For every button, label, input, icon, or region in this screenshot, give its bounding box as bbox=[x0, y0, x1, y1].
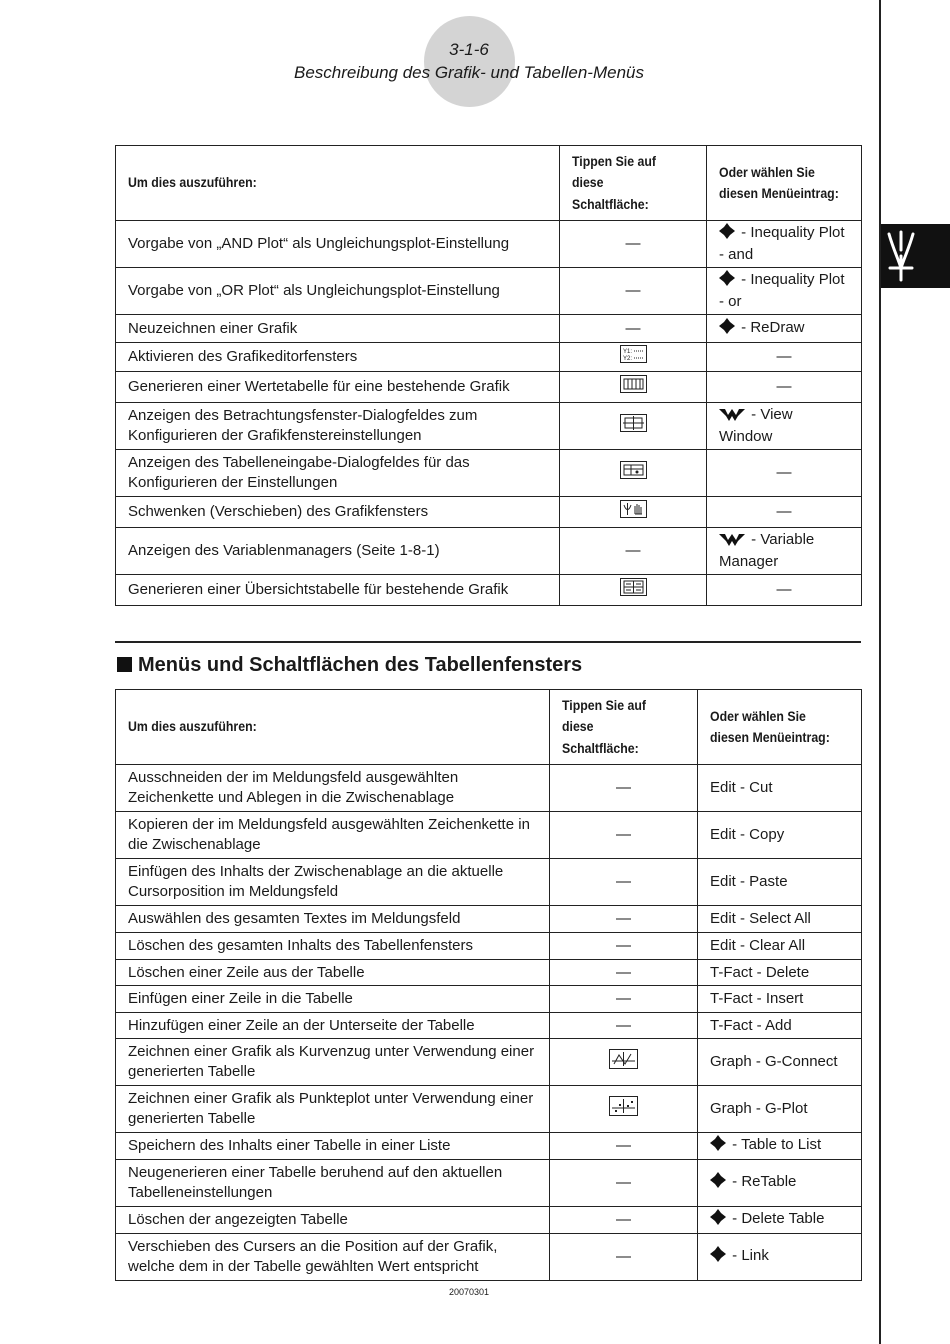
menu-cell: - Inequality Plot - or bbox=[707, 268, 862, 315]
summary-table-icon[interactable] bbox=[620, 578, 647, 602]
action-cell: Löschen einer Zeile aus der Tabelle bbox=[116, 960, 550, 986]
button-cell: — bbox=[550, 1133, 698, 1160]
action-cell: Generieren einer Übersichtstabelle für bestehende Grafik bbox=[116, 575, 560, 606]
action-cell: Anzeigen des Tabelleneingabe-Dialogfeldes für das Konfigurieren der Einstellungen bbox=[116, 450, 560, 497]
action-cell: Einfügen des Inhalts der Zwischenablage an die aktuelle Cursorposition im Meldungsfeld bbox=[116, 859, 550, 906]
right-margin-rule bbox=[879, 0, 881, 1344]
table-header-row bbox=[116, 690, 862, 765]
menu-cell: - Table to List bbox=[698, 1133, 862, 1160]
view-window-icon[interactable] bbox=[620, 414, 647, 438]
button-cell bbox=[560, 497, 707, 528]
diamond-icon bbox=[719, 270, 735, 292]
menu-cell: - ReDraw bbox=[707, 315, 862, 343]
menu-cell: - Variable Manager bbox=[707, 528, 862, 575]
menu-cell: T-Fact - Insert bbox=[698, 986, 862, 1013]
menu-cell: Edit - Clear All bbox=[698, 933, 862, 960]
button-cell: — bbox=[550, 906, 698, 933]
diamond-icon bbox=[719, 223, 735, 245]
table-row bbox=[116, 268, 862, 315]
action-cell: Speichern des Inhalts einer Tabelle in einer Liste bbox=[116, 1133, 550, 1160]
header-circle bbox=[424, 16, 515, 107]
button-cell bbox=[550, 1039, 698, 1086]
diamond-icon bbox=[710, 1209, 726, 1231]
graph-app-icon bbox=[881, 224, 950, 288]
action-cell: Neuzeichnen einer Grafik bbox=[116, 315, 560, 343]
button-cell: — bbox=[560, 268, 707, 315]
square-bullet-icon bbox=[117, 657, 132, 672]
action-cell: Schwenken (Verschieben) des Grafikfensters bbox=[116, 497, 560, 528]
button-cell: — bbox=[550, 859, 698, 906]
column-header-menu: Oder wählen Sie diesen Menüeintrag: bbox=[698, 690, 862, 765]
diamond-icon bbox=[710, 1135, 726, 1157]
button-cell: — bbox=[550, 960, 698, 986]
table-row bbox=[116, 1160, 862, 1207]
table-icon[interactable] bbox=[620, 375, 647, 399]
menu-cell: — bbox=[707, 497, 862, 528]
button-cell bbox=[560, 575, 707, 606]
pan-icon[interactable] bbox=[620, 500, 647, 524]
button-cell bbox=[550, 1086, 698, 1133]
diamond-icon bbox=[719, 318, 735, 340]
menu-cell: - View Window bbox=[707, 403, 862, 450]
menu-cell: - Delete Table bbox=[698, 1207, 862, 1234]
settings-menu-icon bbox=[719, 532, 745, 552]
table-row bbox=[116, 315, 862, 343]
action-cell: Generieren einer Wertetabelle für eine bestehende Grafik bbox=[116, 372, 560, 403]
menu-cell: - ReTable bbox=[698, 1160, 862, 1207]
column-header-button: Tippen Sie auf diese Schaltfläche: bbox=[560, 146, 707, 221]
menu-cell: Graph - G-Plot bbox=[698, 1086, 862, 1133]
g-plot-icon[interactable] bbox=[609, 1096, 638, 1122]
menu-cell: Edit - Cut bbox=[698, 765, 862, 812]
diamond-icon bbox=[710, 1172, 726, 1194]
button-cell: — bbox=[560, 315, 707, 343]
table-row bbox=[116, 1207, 862, 1234]
action-cell: Neugenerieren einer Tabelle beruhend auf den aktuellen Tabelleneinstellungen bbox=[116, 1160, 550, 1207]
table-row bbox=[116, 403, 862, 450]
menu-cell: Graph - G-Connect bbox=[698, 1039, 862, 1086]
column-header-button: Tippen Sie auf diese Schaltfläche: bbox=[550, 690, 698, 765]
menu-cell: — bbox=[707, 343, 862, 372]
action-cell: Anzeigen des Betrachtungsfenster-Dialogfeldes zum Konfigurieren der Grafikfenstereinstellungen bbox=[116, 403, 560, 450]
button-cell: — bbox=[550, 1013, 698, 1039]
action-cell: Ausschneiden der im Meldungsfeld ausgewählten Zeichenkette und Ablegen in die Zwischenablage bbox=[116, 765, 550, 812]
action-cell: Einfügen einer Zeile in die Tabelle bbox=[116, 986, 550, 1013]
menu-cell: T-Fact - Delete bbox=[698, 960, 862, 986]
graph-menu-table bbox=[115, 145, 862, 606]
button-cell: — bbox=[550, 1207, 698, 1234]
menu-cell: — bbox=[707, 575, 862, 606]
table-row bbox=[116, 1039, 862, 1086]
menu-cell: — bbox=[707, 450, 862, 497]
diamond-icon bbox=[710, 1246, 726, 1268]
graph-editor-icon[interactable] bbox=[620, 345, 647, 369]
settings-menu-icon bbox=[719, 407, 745, 427]
table-row bbox=[116, 859, 862, 906]
page-number: 3-1-6 bbox=[449, 40, 489, 59]
table-row bbox=[116, 1234, 862, 1281]
column-header-action: Um dies auszuführen: bbox=[116, 690, 550, 765]
button-cell: — bbox=[550, 812, 698, 859]
table-row bbox=[116, 221, 862, 268]
table-row bbox=[116, 765, 862, 812]
button-cell bbox=[560, 372, 707, 403]
action-cell: Vorgabe von „OR Plot“ als Ungleichungsplot-Einstellung bbox=[116, 268, 560, 315]
action-cell: Kopieren der im Meldungsfeld ausgewählten Zeichenkette in die Zwischenablage bbox=[116, 812, 550, 859]
menu-cell: Edit - Copy bbox=[698, 812, 862, 859]
button-cell bbox=[560, 403, 707, 450]
table-input-icon[interactable] bbox=[620, 461, 647, 485]
menu-cell: — bbox=[707, 372, 862, 403]
button-cell: — bbox=[550, 1234, 698, 1281]
action-cell: Löschen des gesamten Inhalts des Tabellenfensters bbox=[116, 933, 550, 960]
column-header-menu: Oder wählen Sie diesen Menüeintrag: bbox=[707, 146, 862, 221]
button-cell: — bbox=[550, 933, 698, 960]
button-cell: — bbox=[550, 765, 698, 812]
chapter-tab bbox=[881, 224, 950, 288]
button-cell: — bbox=[560, 528, 707, 575]
table-row bbox=[116, 450, 862, 497]
table-row bbox=[116, 906, 862, 933]
table-window-menu-table bbox=[115, 689, 862, 1281]
action-cell: Verschieben des Cursers an die Position auf der Grafik, welche dem in der Tabelle gewählten Wert entspricht bbox=[116, 1234, 550, 1281]
page-title: Beschreibung des Grafik- und Tabellen-Menüs bbox=[294, 63, 644, 82]
table-header-row bbox=[116, 146, 862, 221]
table-row bbox=[116, 1013, 862, 1039]
table-row bbox=[116, 1086, 862, 1133]
table-row bbox=[116, 528, 862, 575]
section-rule bbox=[115, 641, 861, 643]
table-row bbox=[116, 960, 862, 986]
menu-cell: Edit - Paste bbox=[698, 859, 862, 906]
table-row bbox=[116, 343, 862, 372]
menu-cell: - Inequality Plot - and bbox=[707, 221, 862, 268]
table-row bbox=[116, 372, 862, 403]
action-cell: Zeichnen einer Grafik als Kurvenzug unter Verwendung einer generierten Tabelle bbox=[116, 1039, 550, 1086]
g-connect-icon[interactable] bbox=[609, 1049, 638, 1075]
button-cell: — bbox=[550, 986, 698, 1013]
menu-cell: T-Fact - Add bbox=[698, 1013, 862, 1039]
footer-code: 20070301 bbox=[448, 1287, 490, 1297]
action-cell: Löschen der angezeigten Tabelle bbox=[116, 1207, 550, 1234]
action-cell: Hinzufügen einer Zeile an der Unterseite der Tabelle bbox=[116, 1013, 550, 1039]
action-cell: Vorgabe von „AND Plot“ als Ungleichungsplot-Einstellung bbox=[116, 221, 560, 268]
action-cell: Aktivieren des Grafikeditorfensters bbox=[116, 343, 560, 372]
table-row bbox=[116, 986, 862, 1013]
table-row bbox=[116, 933, 862, 960]
table-row bbox=[116, 575, 862, 606]
button-cell: — bbox=[550, 1160, 698, 1207]
menu-cell: Edit - Select All bbox=[698, 906, 862, 933]
button-cell bbox=[560, 450, 707, 497]
svg-text:Y2:: Y2: bbox=[622, 356, 632, 362]
svg-text:Y1:: Y1: bbox=[622, 349, 632, 355]
action-cell: Anzeigen des Variablenmanagers (Seite 1-8-1) bbox=[116, 528, 560, 575]
table-row bbox=[116, 1133, 862, 1160]
action-cell: Zeichnen einer Grafik als Punkteplot unter Verwendung einer generierten Tabelle bbox=[116, 1086, 550, 1133]
menu-cell: - Link bbox=[698, 1234, 862, 1281]
table-row bbox=[116, 497, 862, 528]
button-cell: — bbox=[560, 221, 707, 268]
section-heading: Menüs und Schaltflächen des Tabellenfensters bbox=[117, 654, 582, 677]
button-cell bbox=[560, 343, 707, 372]
table-row bbox=[116, 812, 862, 859]
action-cell: Auswählen des gesamten Textes im Meldungsfeld bbox=[116, 906, 550, 933]
column-header-action: Um dies auszuführen: bbox=[116, 146, 560, 221]
